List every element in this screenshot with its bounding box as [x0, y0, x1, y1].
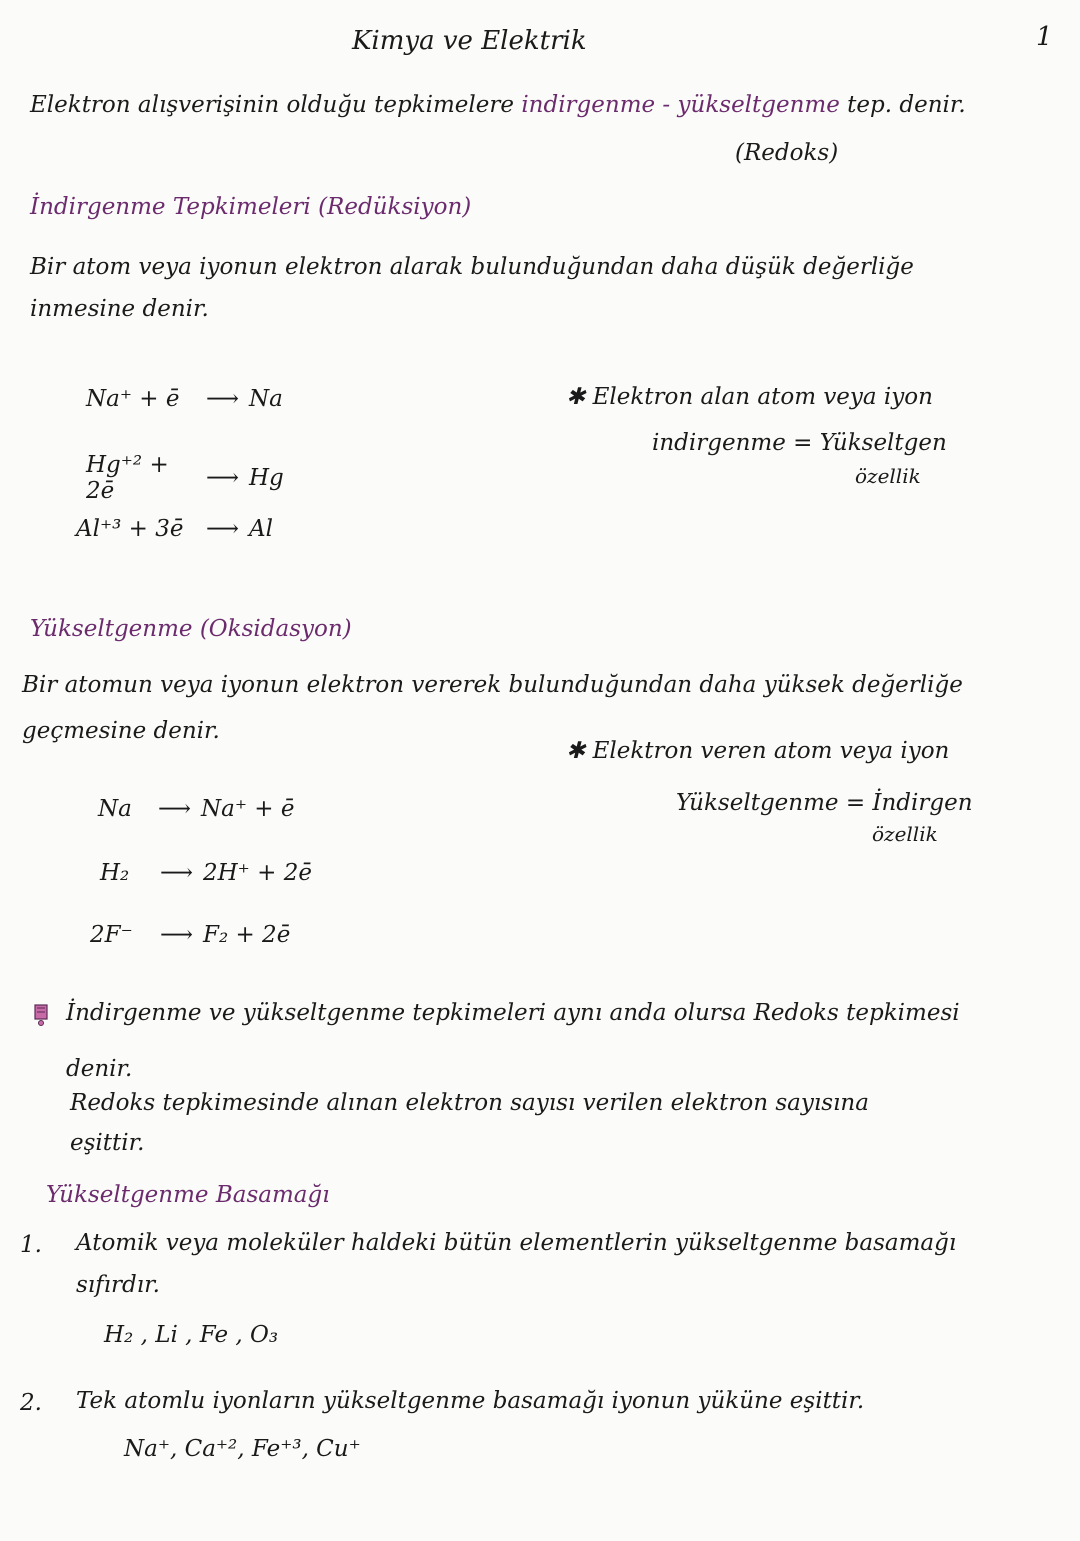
equation-left: Na⁺ + ē [86, 386, 180, 412]
rule1-number: 1. [20, 1232, 42, 1258]
intro-term: indirgenme - yükseltgenme [521, 92, 840, 118]
equation-right: F₂ + 2ē [202, 922, 291, 948]
arrow-icon: ⟶ [160, 860, 193, 886]
rule2-example: Na⁺, Ca⁺², Fe⁺³, Cu⁺ [124, 1436, 361, 1462]
reduction-def-line1: Bir atom veya iyonun elektron alarak bulunduğundan daha düşük değerliğe [30, 254, 914, 280]
arrow-icon: ⟶ [160, 922, 193, 948]
reduction-equation-1 [86, 386, 283, 412]
rule1-example: H₂ , Li , Fe , O₃ [104, 1322, 279, 1348]
highlight-marker-icon [34, 1004, 48, 1026]
equation-left: Al⁺³ + 3ē [76, 516, 184, 542]
equation-right: Hg [248, 465, 284, 491]
arrow-icon: ⟶ [206, 386, 239, 412]
equation-left: Hg⁺² + 2ē [86, 452, 169, 504]
oxidation-equation-1 [98, 796, 294, 822]
arrow-icon: ⟶ [206, 516, 239, 542]
equation-left: Na [98, 796, 132, 822]
redox-line2: denir. [66, 1056, 133, 1082]
rule2-number: 2. [20, 1390, 42, 1416]
reduction-heading: İndirgenme Tepkimeleri (Redüksiyon) [30, 194, 472, 220]
equation-left: H₂ [100, 860, 130, 886]
page-number: 1 [1036, 22, 1053, 52]
oxidation-heading: Yükseltgenme (Oksidasyon) [30, 616, 352, 642]
oxidation-note-line1: ✱ Elektron veren atom veya iyon [566, 738, 950, 764]
equation-right: Na⁺ + ē [200, 796, 295, 822]
equation-right: Al [248, 516, 273, 542]
reduction-note-line2: indirgenme = Yükseltgen [652, 430, 947, 456]
rule2-line1: Tek atomlu iyonların yükseltgenme basamağı iyonun yüküne eşittir. [76, 1388, 865, 1414]
equation-right: Na [248, 386, 283, 412]
arrow-icon: ⟶ [206, 465, 239, 491]
rule1-line1: Atomik veya moleküler haldeki bütün elementlerin yükseltgenme basamağı [76, 1230, 957, 1256]
oxidation-state-heading: Yükseltgenme Basamağı [46, 1182, 330, 1208]
reduction-equation-2 [86, 452, 284, 504]
equation-right: 2H⁺ + 2ē [202, 860, 312, 886]
intro-note: (Redoks) [735, 140, 839, 166]
oxidation-note-line3: özellik [872, 822, 938, 846]
arrow-icon: ⟶ [158, 796, 191, 822]
reduction-note-line1: ✱ Elektron alan atom veya iyon [566, 384, 933, 410]
oxidation-equation-2 [100, 860, 312, 886]
redox-line4: eşittir. [70, 1130, 145, 1156]
oxidation-equation-3 [90, 922, 290, 948]
page-title: Kimya ve Elektrik [352, 26, 587, 56]
oxidation-def-line1: Bir atomun veya iyonun elektron vererek bulunduğundan daha yüksek değerliğe [22, 672, 963, 698]
oxidation-def-line2: geçmesine denir. [22, 718, 220, 744]
reduction-def-line2: inmesine denir. [30, 296, 209, 322]
intro-line [30, 92, 966, 118]
redox-line3: Redoks tepkimesinde alınan elektron sayısı verilen elektron sayısına [70, 1090, 869, 1116]
redox-line1: İndirgenme ve yükseltgenme tepkimeleri aynı anda olursa Redoks tepkimesi [66, 1000, 960, 1026]
oxidation-note-line2: Yükseltgenme = İndirgen [676, 790, 973, 816]
intro-part1: Elektron alışverişinin olduğu tepkimelere [30, 92, 514, 118]
intro-part2: tep. denir. [847, 92, 966, 118]
rule1-line2: sıfırdır. [76, 1272, 160, 1298]
equation-left: 2F⁻ [90, 922, 133, 948]
reduction-equation-3 [76, 516, 273, 542]
reduction-note-line3: özellik [855, 464, 921, 488]
